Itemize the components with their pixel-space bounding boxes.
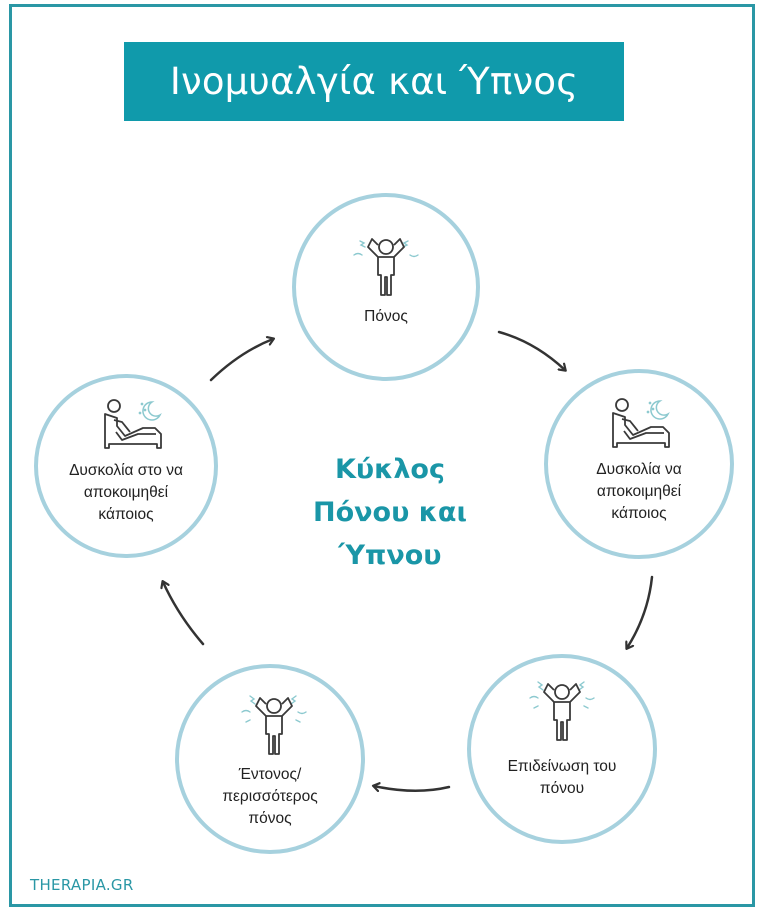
node-label-line: Πόνος	[364, 308, 408, 325]
node-label-line: πόνος	[248, 810, 292, 827]
arrow-bottomleft-to-left	[163, 582, 203, 644]
node-label-line: Δυσκολία να	[596, 461, 682, 478]
cycle-node-sleep-difficulty-right	[544, 369, 734, 559]
node-label-line: Δυσκολία στο να	[69, 462, 183, 479]
node-label-line: περισσότερος	[222, 788, 318, 805]
node-label-line: αποκοιμηθεί	[83, 484, 169, 501]
cycle-node-pain-worsening	[467, 654, 657, 844]
cycle-node-intense-pain	[175, 664, 365, 854]
center-label-line: Πόνου και	[313, 497, 467, 528]
arrow-right-to-bottomright	[627, 577, 652, 648]
node-label-line: κάποιος	[98, 506, 154, 523]
center-label-line: Κύκλος	[335, 454, 445, 485]
cycle-node-sleep-difficulty-left	[34, 374, 218, 558]
pain-person-icon	[234, 690, 314, 760]
cycle-node-pain	[292, 193, 480, 381]
bed-moon-icon	[610, 397, 676, 449]
arrow-bottomright-to-bottomleft	[374, 786, 449, 791]
arrow-top-to-right	[499, 332, 565, 370]
node-label-line: αποκοιμηθεί	[596, 483, 682, 500]
bed-moon-icon	[102, 398, 168, 450]
center-label-line: Ύπνου	[338, 540, 442, 571]
cycle-center-label	[290, 448, 490, 577]
brand-watermark: THERAPIA.GR	[30, 876, 134, 894]
pain-person-icon	[346, 233, 426, 297]
node-label-line: Έντονος/	[238, 766, 302, 783]
arrow-left-to-top	[211, 339, 273, 380]
node-label-line: Επιδείνωση του	[507, 758, 617, 775]
node-label-line: κάποιος	[611, 505, 667, 522]
pain-person-icon	[522, 676, 602, 746]
page-title: Ινομυαλγία και Ύπνος	[169, 60, 579, 103]
node-label-line: πόνου	[539, 780, 585, 797]
